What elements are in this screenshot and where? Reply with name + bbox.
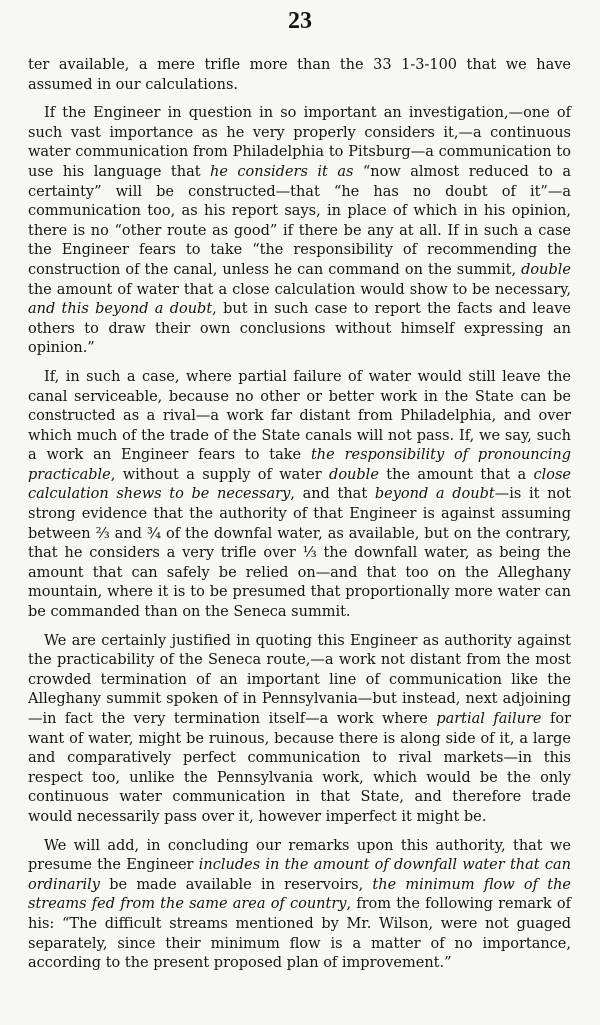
italic-text: double [329,466,379,483]
text-segment: , from the following remark of his: “The difficult streams mentioned by Mr. Wilson, were not guaged separately, since their minimum flow is a matter of no importance, according to the present proposed plan of improvement.” [28,896,571,972]
italic-text: the minimum flow of the streams fed from the same area of country [28,876,571,913]
italic-text: he considers it as [210,163,354,180]
italic-text: partial failure [436,711,542,727]
text-segment: , without a supply of water [110,466,330,483]
paragraph [28,56,571,95]
italic-text: close calculation shews to be necessary [28,466,571,503]
text-segment: We are certainly justified in quoting this Engineer as authority against the practicability of the Seneca route,—a work not distant from the most crowded termination of an important line of communication like the Alleghany summit spoken of in Pennsylvania—but instead, next adjoining—in fact the very termination itself—a work where [28,632,571,727]
text-segment: —is it not strong evidence that the authority of that Engineer is against assuming between ⅔ and ¾ of the downfal water, as available, but on the contrary, that he considers a very trifle over ⅓ the downfall water, as being the amount that can safely be relied on—and that too on the Alleghany mountain, where it is to be presumed that proportionally more water can be commanded than on the Seneca summit. [28,486,571,621]
text-segment: , and that [290,486,375,503]
text-segment: the amount of water that a close calculation would show to be necessary, [28,281,571,298]
paragraph [28,632,571,828]
page-number: 23 [288,8,312,34]
text-segment: “now almost reduced to a certainty” will be constructed—that “he has no doubt of it”—a communication too, as his report says, in place of which in his opinion, there is no “other route as good” if there be any at all. If in such a case the Engineer fears to take “the responsibility of recommending the construction of the canal, unless he can command on the summit, [28,163,571,278]
text-segment: the amount that a [378,466,534,483]
text-segment: for want of water, might be ruinous, because there is along side of it, a large and comparatively perfect communication to rival markets—in this respect too, unlike the Pennsylvania work, which would be the only continuous water communication in that State, and therefore trade would necessarily pass over it, however imperfect it might be. [28,711,571,825]
italic-text: and this beyond a doubt [28,301,213,318]
text-segment: be made available in reservoirs, [99,876,373,893]
italic-text: includes in the amount of downfall water that can ordinarily [28,857,571,893]
text-segment: If, in such a case, where partial failure of water would still leave the canal serviceable, because no other or better work in the State can be constructed as a rival—a work far distant from Philadelphia, and over which much of the trade of the State canals will not pass. If, we say, such a work an Engineer fears to take [28,368,571,464]
text-segment: ter available, a mere trifle more than the 33 1-3-100 that we have assumed in our calculations. [28,57,571,93]
text-segment: If the Engineer in question in so important an investigation,—one of such vast importance as he very properly considers it,—a continuous water communication from Philadelphia to Pitsburg—a communication to use his language that [28,105,571,180]
italic-text: double [521,261,571,278]
text-segment: , but in such case to report the facts and leave others to draw their own conclusions without himself expressing an opinion.” [28,301,571,357]
text-segment: We will add, in concluding our remarks upon this authority, that we presume the Engineer [28,837,571,874]
paragraph [28,837,571,974]
italic-text: the responsibility of pronouncing practicable [28,447,571,483]
page-body [28,56,571,983]
italic-text: beyond a doubt [374,486,495,503]
paragraph [28,368,571,623]
paragraph [28,104,571,359]
